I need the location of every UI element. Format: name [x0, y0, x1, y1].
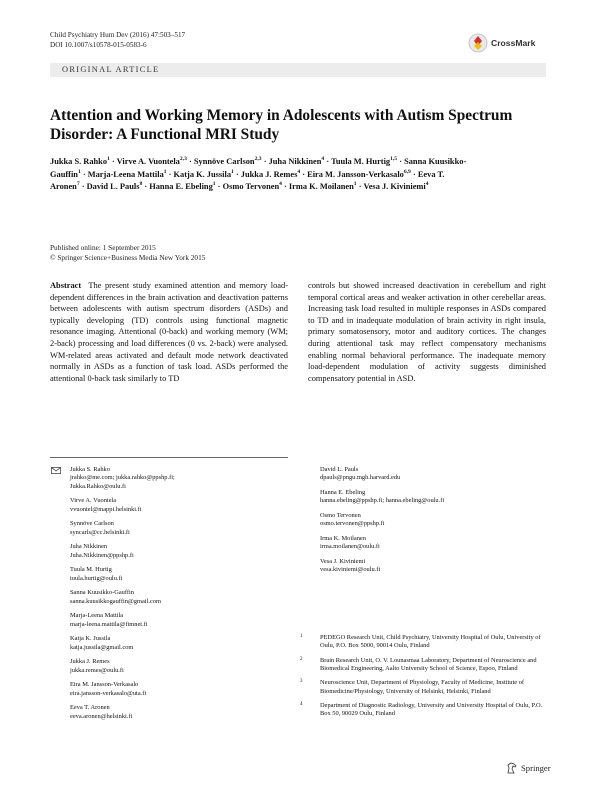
author-name: Synnöve Carlson: [193, 157, 255, 166]
author-separator: ·: [81, 182, 85, 192]
author-affiliation-mark: 2,3: [179, 156, 187, 163]
contact-entry: [70, 543, 310, 560]
author-affiliation-mark: 4: [321, 156, 325, 163]
contact-name: Sanna Kuusikko-Gauffin: [70, 589, 134, 597]
author-separator: ·: [399, 157, 402, 166]
author-affiliation-mark: 1: [353, 181, 357, 188]
contact-name: Virve A. Vuontela: [70, 497, 117, 505]
author-affiliation-mark: 4: [425, 181, 429, 188]
contact-name: Eira M. Jansson-Verkasalo: [70, 681, 139, 689]
abstract-text-left: The present study examined attention and memory load-dependent differences in the brain activation and deactivation patterns between adolescents with autism spectrum disorders (ASDs) and typically developing (TD) controls using functional magnetic resonance imaging. Attentional (0-back) and working memory (WM; 2-back) processing and load differences (0 vs. 2-back) were analysed. WM-related areas activated and default mode network deactivated normally in ASDs as a function of task load. ASDs performed the attentional 0-back task similarly to TD: [50, 281, 288, 383]
author-separator: ·: [144, 182, 148, 192]
author-separator: ·: [188, 157, 192, 166]
author-list: [50, 156, 470, 194]
publisher-name: Springer: [521, 763, 551, 773]
author-affiliation-mark: 6,9: [403, 168, 411, 175]
author-name: Eeva T. Aronen: [50, 169, 445, 192]
contact-email[interactable]: katja.jussila@gmail.com: [70, 643, 134, 651]
author-separator: ·: [217, 182, 221, 192]
contact-email[interactable]: irma.moilanen@oulu.fi: [320, 543, 380, 551]
affiliation-number: 4: [300, 702, 303, 708]
contact-name: Jukka S. Rahko: [70, 466, 110, 473]
contact-email[interactable]: osmo.tervonen@ppshp.fi: [320, 520, 385, 528]
author-name: Irma K. Moilanen: [288, 182, 354, 192]
contact-email[interactable]: Jukka.Rahko@oulu.fi: [70, 482, 126, 490]
author-name: Virve A. Vuontela: [116, 157, 180, 166]
author-name: Hanna E. Ebeling: [149, 182, 213, 192]
contact-name: Katja K. Jussila: [70, 635, 111, 643]
contact-entry: [70, 658, 310, 675]
contact-name: Hanna E. Ebeling: [320, 488, 366, 496]
author-name: Vesa J. Kiviniemi: [363, 182, 426, 192]
article-title: Attention and Working Memory in Adolescents with Autism Spectrum Disorder: A Functional MRI Study: [50, 107, 513, 143]
contact-entry: [70, 612, 310, 629]
contact-email[interactable]: sanna.kuusikkogauffin@gmail.com: [70, 597, 161, 605]
affiliation-list: [300, 634, 546, 725]
author-separator: ·: [326, 157, 330, 166]
author-affiliation-mark: 1,5: [390, 156, 398, 163]
journal-header: [50, 31, 185, 50]
copyright-notice: © Springer Science+Business Media New York 2015: [50, 252, 206, 262]
contact-email[interactable]: vvuontel@mappi.helsinki.fi: [70, 505, 142, 513]
envelope-icon: [51, 467, 61, 474]
author-name: Jukka S. Rahko: [50, 157, 108, 166]
contact-email[interactable]: syncarls@cc.helsinki.fi: [70, 528, 130, 536]
contact-email[interactable]: jukka.remes@oulu.fi: [70, 666, 124, 674]
abstract-right-column: [308, 280, 546, 384]
affiliation-text: Brain Research Unit, O. V. Lounasmaa Laboratory, Department of Neuroscience and Biomedical Engineering, Aalto University School of Science, Espoo, Finland: [320, 656, 537, 673]
contact-entry: [70, 466, 310, 491]
author-name: Jukka J. Remes: [240, 169, 298, 179]
footnote-divider: [50, 457, 288, 458]
author-affiliation-mark: 1: [212, 181, 216, 188]
contact-name: Eeva T. Aronen: [70, 704, 110, 712]
author-separator: ·: [168, 169, 172, 179]
author-name: Sanna Kuusikko-Gauffin: [50, 157, 467, 179]
crossmark-icon: [468, 33, 488, 53]
author-affiliation-mark: 8: [139, 181, 143, 188]
author-affiliation-mark: 1: [77, 168, 81, 175]
author-name: Marja-Leena Mattila: [87, 169, 164, 179]
author-name: David L. Pauls: [86, 182, 140, 192]
crossmark-label: CrossMark: [491, 38, 536, 48]
author-name: Osmo Tervonen: [222, 182, 280, 192]
contact-entry: [70, 566, 310, 583]
author-affiliation-mark: 1: [163, 168, 167, 175]
contact-email[interactable]: tuula.hurtig@oulu.fi: [70, 574, 123, 582]
abstract-heading: Abstract: [50, 281, 82, 290]
affiliation-text: PEDEGO Research Unit, Child Psychiatry, University Hospital of Oulu, University of Oulu, P.O. Box 5000, 90014 Oulu, Finland: [320, 634, 541, 650]
author-separator: ·: [358, 182, 362, 192]
contact-entry: [320, 535, 560, 552]
author-affiliation-mark: 4: [297, 168, 301, 175]
corresponding-contacts-left: [70, 466, 310, 727]
contact-entry: [320, 466, 560, 483]
crossmark-badge[interactable]: [468, 31, 550, 55]
author-affiliation-mark: 7: [76, 181, 80, 188]
author-separator: ·: [263, 157, 267, 166]
contact-entry: [70, 681, 310, 698]
author-separator: ·: [111, 157, 115, 166]
contact-email[interactable]: marja-leena.mattila@fimnet.fi: [70, 620, 148, 628]
author-separator: ·: [235, 169, 239, 179]
contact-entry: [70, 635, 310, 652]
affiliation-item: [300, 679, 546, 696]
contact-name: Irma K. Moilanen: [320, 534, 366, 542]
author-separator: ·: [302, 169, 306, 179]
contact-name: Tuula M. Hurtig: [70, 566, 112, 574]
affiliation-number: 3: [300, 679, 303, 685]
affiliation-number: 2: [300, 656, 303, 662]
author-affiliation-mark: 1: [107, 156, 110, 163]
contact-entry: [70, 704, 310, 721]
author-name: Katja K. Jussila: [173, 169, 232, 179]
contact-name: Jukka J. Remes: [70, 658, 110, 666]
contact-email[interactable]: hanna.ebeling@ppshp.fi; hanna.ebeling@oulu.fi: [320, 497, 445, 505]
publisher-logo: [506, 762, 551, 774]
contact-email[interactable]: Juha.Nikkinen@ppshp.fi: [70, 551, 134, 559]
contact-entry: [320, 558, 560, 575]
contact-name: Osmo Tervonen: [320, 511, 361, 519]
contact-email[interactable]: jrahko@me.com; jukka.rahko@ppshp.fi;: [70, 474, 175, 482]
doi: DOI 10.1007/s10578-015-0583-6: [50, 40, 147, 49]
author-name: Juha Nikkinen: [268, 157, 322, 166]
corresponding-contacts-right: [320, 466, 560, 581]
affiliation-number: 1: [300, 634, 303, 639]
contact-entry: [70, 589, 310, 606]
abstract-text-right: controls but showed increased deactivation in cerebellum and right temporal cortical areas and weaker activation in other cerebellar areas. Increasing task load resulted in multiple responses in ASDs compared to TD and in inadequate modulation of brain activity in right insula, primary somatosensory, motor and auditory cortices. The changes during attentional task may reflect compensatory mechanisms enabling normal behavioral performance. The inadequate memory load-dependent modulation of activity suggests diminished compensatory potential in ASD.: [308, 281, 546, 383]
affiliation-item: [300, 657, 546, 674]
contact-email[interactable]: dpauls@pngu.mgh.harvard.edu: [320, 474, 401, 482]
contact-email[interactable]: vesa.kiviniemi@oulu.fi: [320, 566, 381, 574]
affiliation-item: [300, 634, 546, 651]
author-affiliation-mark: 4: [279, 181, 282, 188]
contact-email[interactable]: eira.jansson-verkasalo@uta.fi: [70, 689, 147, 697]
contact-name: Vesa J. Kiviniemi: [320, 557, 366, 565]
author-separator: ·: [412, 169, 416, 179]
affiliation-item: [300, 702, 546, 719]
author-affiliation-mark: 1: [231, 168, 234, 175]
springer-horse-icon: [506, 762, 518, 774]
contact-entry: [70, 520, 310, 537]
affiliation-text: Neuroscience Unit, Department of Physiology, Faculty of Medicine, Institute of Biomedicine/Physiology, University of Helsinki, Helsinki, Finland: [320, 679, 525, 695]
contact-name: Marja-Leena Mattila: [70, 612, 124, 620]
contact-entry: [70, 497, 310, 514]
contact-email[interactable]: eeva.aronen@helsinki.fi: [70, 712, 133, 720]
author-separator: ·: [284, 182, 287, 192]
author-separator: ·: [82, 169, 86, 179]
affiliation-text: Department of Diagnostic Radiology, University and University Hospital of Oulu, P.O. Box 50, 90029 Oulu, Finland: [320, 702, 543, 718]
contact-entry: [320, 512, 560, 529]
published-date: Published online: 1 September 2015: [50, 243, 156, 252]
author-name: Tuula M. Hurtig: [331, 157, 391, 166]
article-type: ORIGINAL ARTICLE: [62, 64, 160, 74]
journal-citation: Child Psychiatry Hum Dev (2016) 47:503–517: [50, 31, 186, 39]
author-affiliation-mark: 2,3: [254, 156, 262, 163]
abstract-left-column: [50, 280, 288, 384]
publication-info: [50, 243, 205, 262]
contact-entry: [320, 489, 560, 506]
contact-name: David L. Pauls: [320, 466, 359, 473]
contact-name: Synnöve Carlson: [70, 520, 114, 528]
contact-name: Juha Nikkinen: [70, 543, 108, 551]
author-name: Eira M. Jansson-Verkasalo: [307, 169, 404, 179]
